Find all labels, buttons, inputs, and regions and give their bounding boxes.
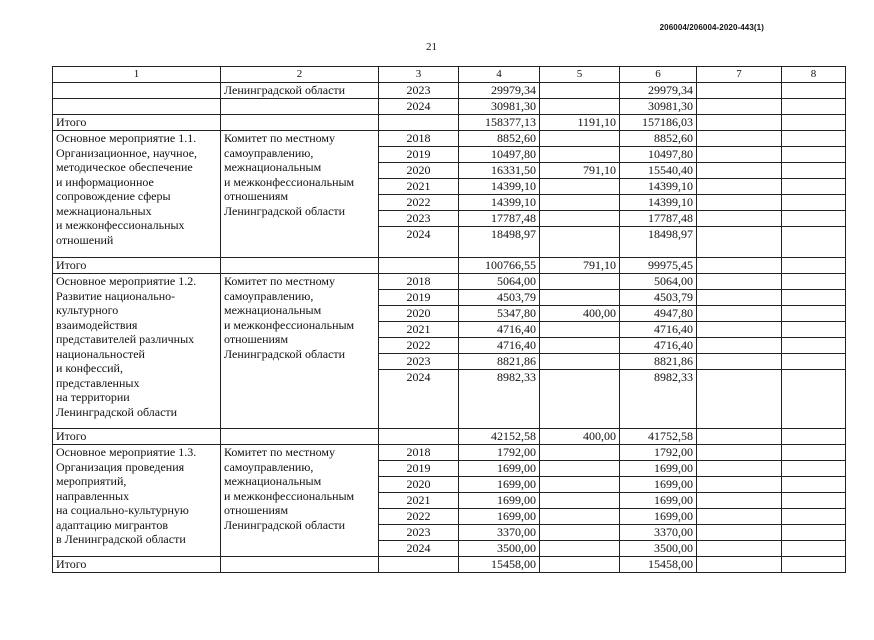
col5-cell — [540, 354, 620, 370]
col-header: 6 — [620, 67, 697, 83]
year-cell: 2018 — [379, 445, 459, 461]
col7-cell — [697, 99, 782, 115]
col6-cell: 3370,00 — [620, 525, 697, 541]
total-cell: 1699,00 — [459, 461, 540, 477]
total-cell: 1792,00 — [459, 445, 540, 461]
year-cell: 2022 — [379, 195, 459, 211]
total-cell: 3370,00 — [459, 525, 540, 541]
col5-cell — [540, 195, 620, 211]
col6-cell: 157186,03 — [620, 115, 697, 131]
total-label: Итого — [53, 557, 221, 573]
col6-cell: 8982,33 — [620, 370, 697, 429]
responsible-org: Комитет по местному самоуправлению, межнациональным и межконфессиональным отношениям Ленинградской области — [221, 274, 379, 429]
total-row — [53, 429, 846, 445]
total-cell: 42152,58 — [459, 429, 540, 445]
total-cell: 1699,00 — [459, 493, 540, 509]
col-header: 3 — [379, 67, 459, 83]
col5-cell — [540, 131, 620, 147]
col-header: 5 — [540, 67, 620, 83]
col8-cell — [782, 509, 846, 525]
year-cell: 2021 — [379, 179, 459, 195]
col6-cell: 14399,10 — [620, 179, 697, 195]
total-row — [53, 258, 846, 274]
year-cell: 2023 — [379, 83, 459, 99]
col7-cell — [697, 541, 782, 557]
col7-cell — [697, 429, 782, 445]
col5-cell — [540, 370, 620, 429]
col7-cell — [697, 147, 782, 163]
col7-cell — [697, 131, 782, 147]
col5-cell — [540, 509, 620, 525]
total-cell: 158377,13 — [459, 115, 540, 131]
col6-cell: 4716,40 — [620, 338, 697, 354]
col7-cell — [697, 163, 782, 179]
col5-cell — [540, 179, 620, 195]
col7-cell — [697, 306, 782, 322]
col8-cell — [782, 354, 846, 370]
col8-cell — [782, 461, 846, 477]
col8-cell — [782, 195, 846, 211]
col8-cell — [782, 99, 846, 115]
total-cell: 18498,97 — [459, 227, 540, 258]
col6-cell: 15540,40 — [620, 163, 697, 179]
year-cell: 2019 — [379, 290, 459, 306]
col8-cell — [782, 493, 846, 509]
col8-cell — [782, 290, 846, 306]
col5-cell — [540, 99, 620, 115]
org-cell — [221, 258, 379, 274]
total-cell: 16331,50 — [459, 163, 540, 179]
year-cell: 2023 — [379, 211, 459, 227]
org-cell — [221, 557, 379, 573]
responsible-org: Комитет по местному самоуправлению, межнациональным и межконфессиональным отношениям Ленинградской области — [221, 445, 379, 557]
col-header: 4 — [459, 67, 540, 83]
col8-cell — [782, 445, 846, 461]
header-row — [53, 67, 846, 83]
col5-cell — [540, 227, 620, 258]
col5-cell — [540, 147, 620, 163]
document-id: 206004/206004-2020-443(1) — [659, 23, 764, 32]
total-cell: 29979,34 — [459, 83, 540, 99]
funding-table — [52, 66, 846, 573]
year-cell: 2020 — [379, 477, 459, 493]
col5-cell — [540, 211, 620, 227]
year-cell: 2020 — [379, 306, 459, 322]
col5-cell: 400,00 — [540, 429, 620, 445]
col5-cell — [540, 461, 620, 477]
col7-cell — [697, 370, 782, 429]
col7-cell — [697, 509, 782, 525]
year-cell: 2018 — [379, 131, 459, 147]
col8-cell — [782, 525, 846, 541]
total-label: Итого — [53, 429, 221, 445]
total-cell: 1699,00 — [459, 477, 540, 493]
col7-cell — [697, 83, 782, 99]
col6-cell: 1792,00 — [620, 445, 697, 461]
total-label: Итого — [53, 258, 221, 274]
measure-description: Основное мероприятие 1.1. Организационное, научное, методическое обеспечение и информационное сопровождение сферы межнациональных и межконфессиональных отношений — [53, 131, 221, 258]
col6-cell: 30981,30 — [620, 99, 697, 115]
col8-cell — [782, 429, 846, 445]
year-cell: 2023 — [379, 525, 459, 541]
col8-cell — [782, 179, 846, 195]
total-cell: 3500,00 — [459, 541, 540, 557]
year-cell: 2021 — [379, 322, 459, 338]
col7-cell — [697, 258, 782, 274]
col6-cell: 99975,45 — [620, 258, 697, 274]
table-row — [53, 83, 846, 99]
col5-cell — [540, 477, 620, 493]
year-cell — [379, 115, 459, 131]
year-cell: 2022 — [379, 338, 459, 354]
col7-cell — [697, 493, 782, 509]
col8-cell — [782, 306, 846, 322]
col-header: 1 — [53, 67, 221, 83]
total-cell: 100766,55 — [459, 258, 540, 274]
col5-cell — [540, 541, 620, 557]
col5-cell: 400,00 — [540, 306, 620, 322]
col8-cell — [782, 541, 846, 557]
year-cell: 2024 — [379, 541, 459, 557]
col5-cell — [540, 290, 620, 306]
col6-cell: 18498,97 — [620, 227, 697, 258]
col6-cell: 8852,60 — [620, 131, 697, 147]
responsible-org: Комитет по местному самоуправлению, межнациональным и межконфессиональным отношениям Ленинградской области — [221, 131, 379, 258]
col5-cell — [540, 557, 620, 573]
total-cell: 8821,86 — [459, 354, 540, 370]
year-cell: 2023 — [379, 354, 459, 370]
col-header: 7 — [697, 67, 782, 83]
col7-cell — [697, 227, 782, 258]
page-number: 21 — [426, 41, 437, 53]
year-cell: 2019 — [379, 147, 459, 163]
total-row — [53, 115, 846, 131]
table-row — [53, 99, 846, 115]
col7-cell — [697, 445, 782, 461]
total-cell: 30981,30 — [459, 99, 540, 115]
year-cell: 2024 — [379, 99, 459, 115]
col6-cell: 5064,00 — [620, 274, 697, 290]
col7-cell — [697, 461, 782, 477]
total-cell: 1699,00 — [459, 509, 540, 525]
col8-cell — [782, 258, 846, 274]
col-header: 2 — [221, 67, 379, 83]
col7-cell — [697, 179, 782, 195]
org-cell — [221, 429, 379, 445]
year-cell: 2024 — [379, 370, 459, 429]
table-row — [53, 131, 846, 147]
col8-cell — [782, 163, 846, 179]
total-cell: 4503,79 — [459, 290, 540, 306]
col6-cell: 1699,00 — [620, 509, 697, 525]
total-label: Итого — [53, 115, 221, 131]
col7-cell — [697, 525, 782, 541]
org-cell: Ленинградской области — [221, 83, 379, 99]
col6-cell: 41752,58 — [620, 429, 697, 445]
col7-cell — [697, 354, 782, 370]
col6-cell: 15458,00 — [620, 557, 697, 573]
year-cell: 2022 — [379, 509, 459, 525]
total-cell: 15458,00 — [459, 557, 540, 573]
col8-cell — [782, 83, 846, 99]
col5-cell — [540, 83, 620, 99]
col7-cell — [697, 195, 782, 211]
total-cell: 8852,60 — [459, 131, 540, 147]
col7-cell — [697, 115, 782, 131]
total-cell: 4716,40 — [459, 322, 540, 338]
total-cell: 17787,48 — [459, 211, 540, 227]
org-cell — [221, 99, 379, 115]
col6-cell: 4503,79 — [620, 290, 697, 306]
total-cell: 5064,00 — [459, 274, 540, 290]
col7-cell — [697, 557, 782, 573]
col8-cell — [782, 211, 846, 227]
total-cell: 14399,10 — [459, 195, 540, 211]
year-cell — [379, 557, 459, 573]
measure-description: Основное мероприятие 1.3. Организация проведения мероприятий, направленных на социально-культурную адаптацию мигрантов в Ленинградской области — [53, 445, 221, 557]
org-cell — [221, 115, 379, 131]
year-cell: 2024 — [379, 227, 459, 258]
total-cell: 4716,40 — [459, 338, 540, 354]
col6-cell: 1699,00 — [620, 493, 697, 509]
measure-description: Основное мероприятие 1.2. Развитие национально- культурного взаимодействия представителей различных национальностей и конфессий, представленных на территории Ленинградской области — [53, 274, 221, 429]
col8-cell — [782, 557, 846, 573]
col-header: 8 — [782, 67, 846, 83]
year-cell — [379, 258, 459, 274]
col5-cell — [540, 525, 620, 541]
col7-cell — [697, 290, 782, 306]
col7-cell — [697, 211, 782, 227]
col8-cell — [782, 115, 846, 131]
col7-cell — [697, 477, 782, 493]
total-cell: 10497,80 — [459, 147, 540, 163]
total-row — [53, 557, 846, 573]
year-cell: 2019 — [379, 461, 459, 477]
year-cell: 2021 — [379, 493, 459, 509]
total-cell: 5347,80 — [459, 306, 540, 322]
total-cell: 14399,10 — [459, 179, 540, 195]
col7-cell — [697, 274, 782, 290]
col5-cell: 791,10 — [540, 163, 620, 179]
desc-cell — [53, 99, 221, 115]
col8-cell — [782, 370, 846, 429]
year-cell: 2018 — [379, 274, 459, 290]
year-cell: 2020 — [379, 163, 459, 179]
col6-cell: 4716,40 — [620, 322, 697, 338]
col8-cell — [782, 274, 846, 290]
col5-cell — [540, 274, 620, 290]
col5-cell — [540, 493, 620, 509]
col6-cell: 29979,34 — [620, 83, 697, 99]
col5-cell — [540, 322, 620, 338]
col6-cell: 1699,00 — [620, 461, 697, 477]
col8-cell — [782, 322, 846, 338]
col5-cell: 791,10 — [540, 258, 620, 274]
table-row — [53, 274, 846, 290]
col8-cell — [782, 147, 846, 163]
col7-cell — [697, 338, 782, 354]
col6-cell: 10497,80 — [620, 147, 697, 163]
col6-cell: 8821,86 — [620, 354, 697, 370]
col8-cell — [782, 477, 846, 493]
desc-cell — [53, 83, 221, 99]
year-cell — [379, 429, 459, 445]
col8-cell — [782, 338, 846, 354]
col6-cell: 4947,80 — [620, 306, 697, 322]
col6-cell: 3500,00 — [620, 541, 697, 557]
col7-cell — [697, 322, 782, 338]
col6-cell: 14399,10 — [620, 195, 697, 211]
col8-cell — [782, 131, 846, 147]
col5-cell: 1191,10 — [540, 115, 620, 131]
col5-cell — [540, 338, 620, 354]
col5-cell — [540, 445, 620, 461]
col8-cell — [782, 227, 846, 258]
total-cell: 8982,33 — [459, 370, 540, 429]
table-row — [53, 445, 846, 461]
col6-cell: 1699,00 — [620, 477, 697, 493]
col6-cell: 17787,48 — [620, 211, 697, 227]
